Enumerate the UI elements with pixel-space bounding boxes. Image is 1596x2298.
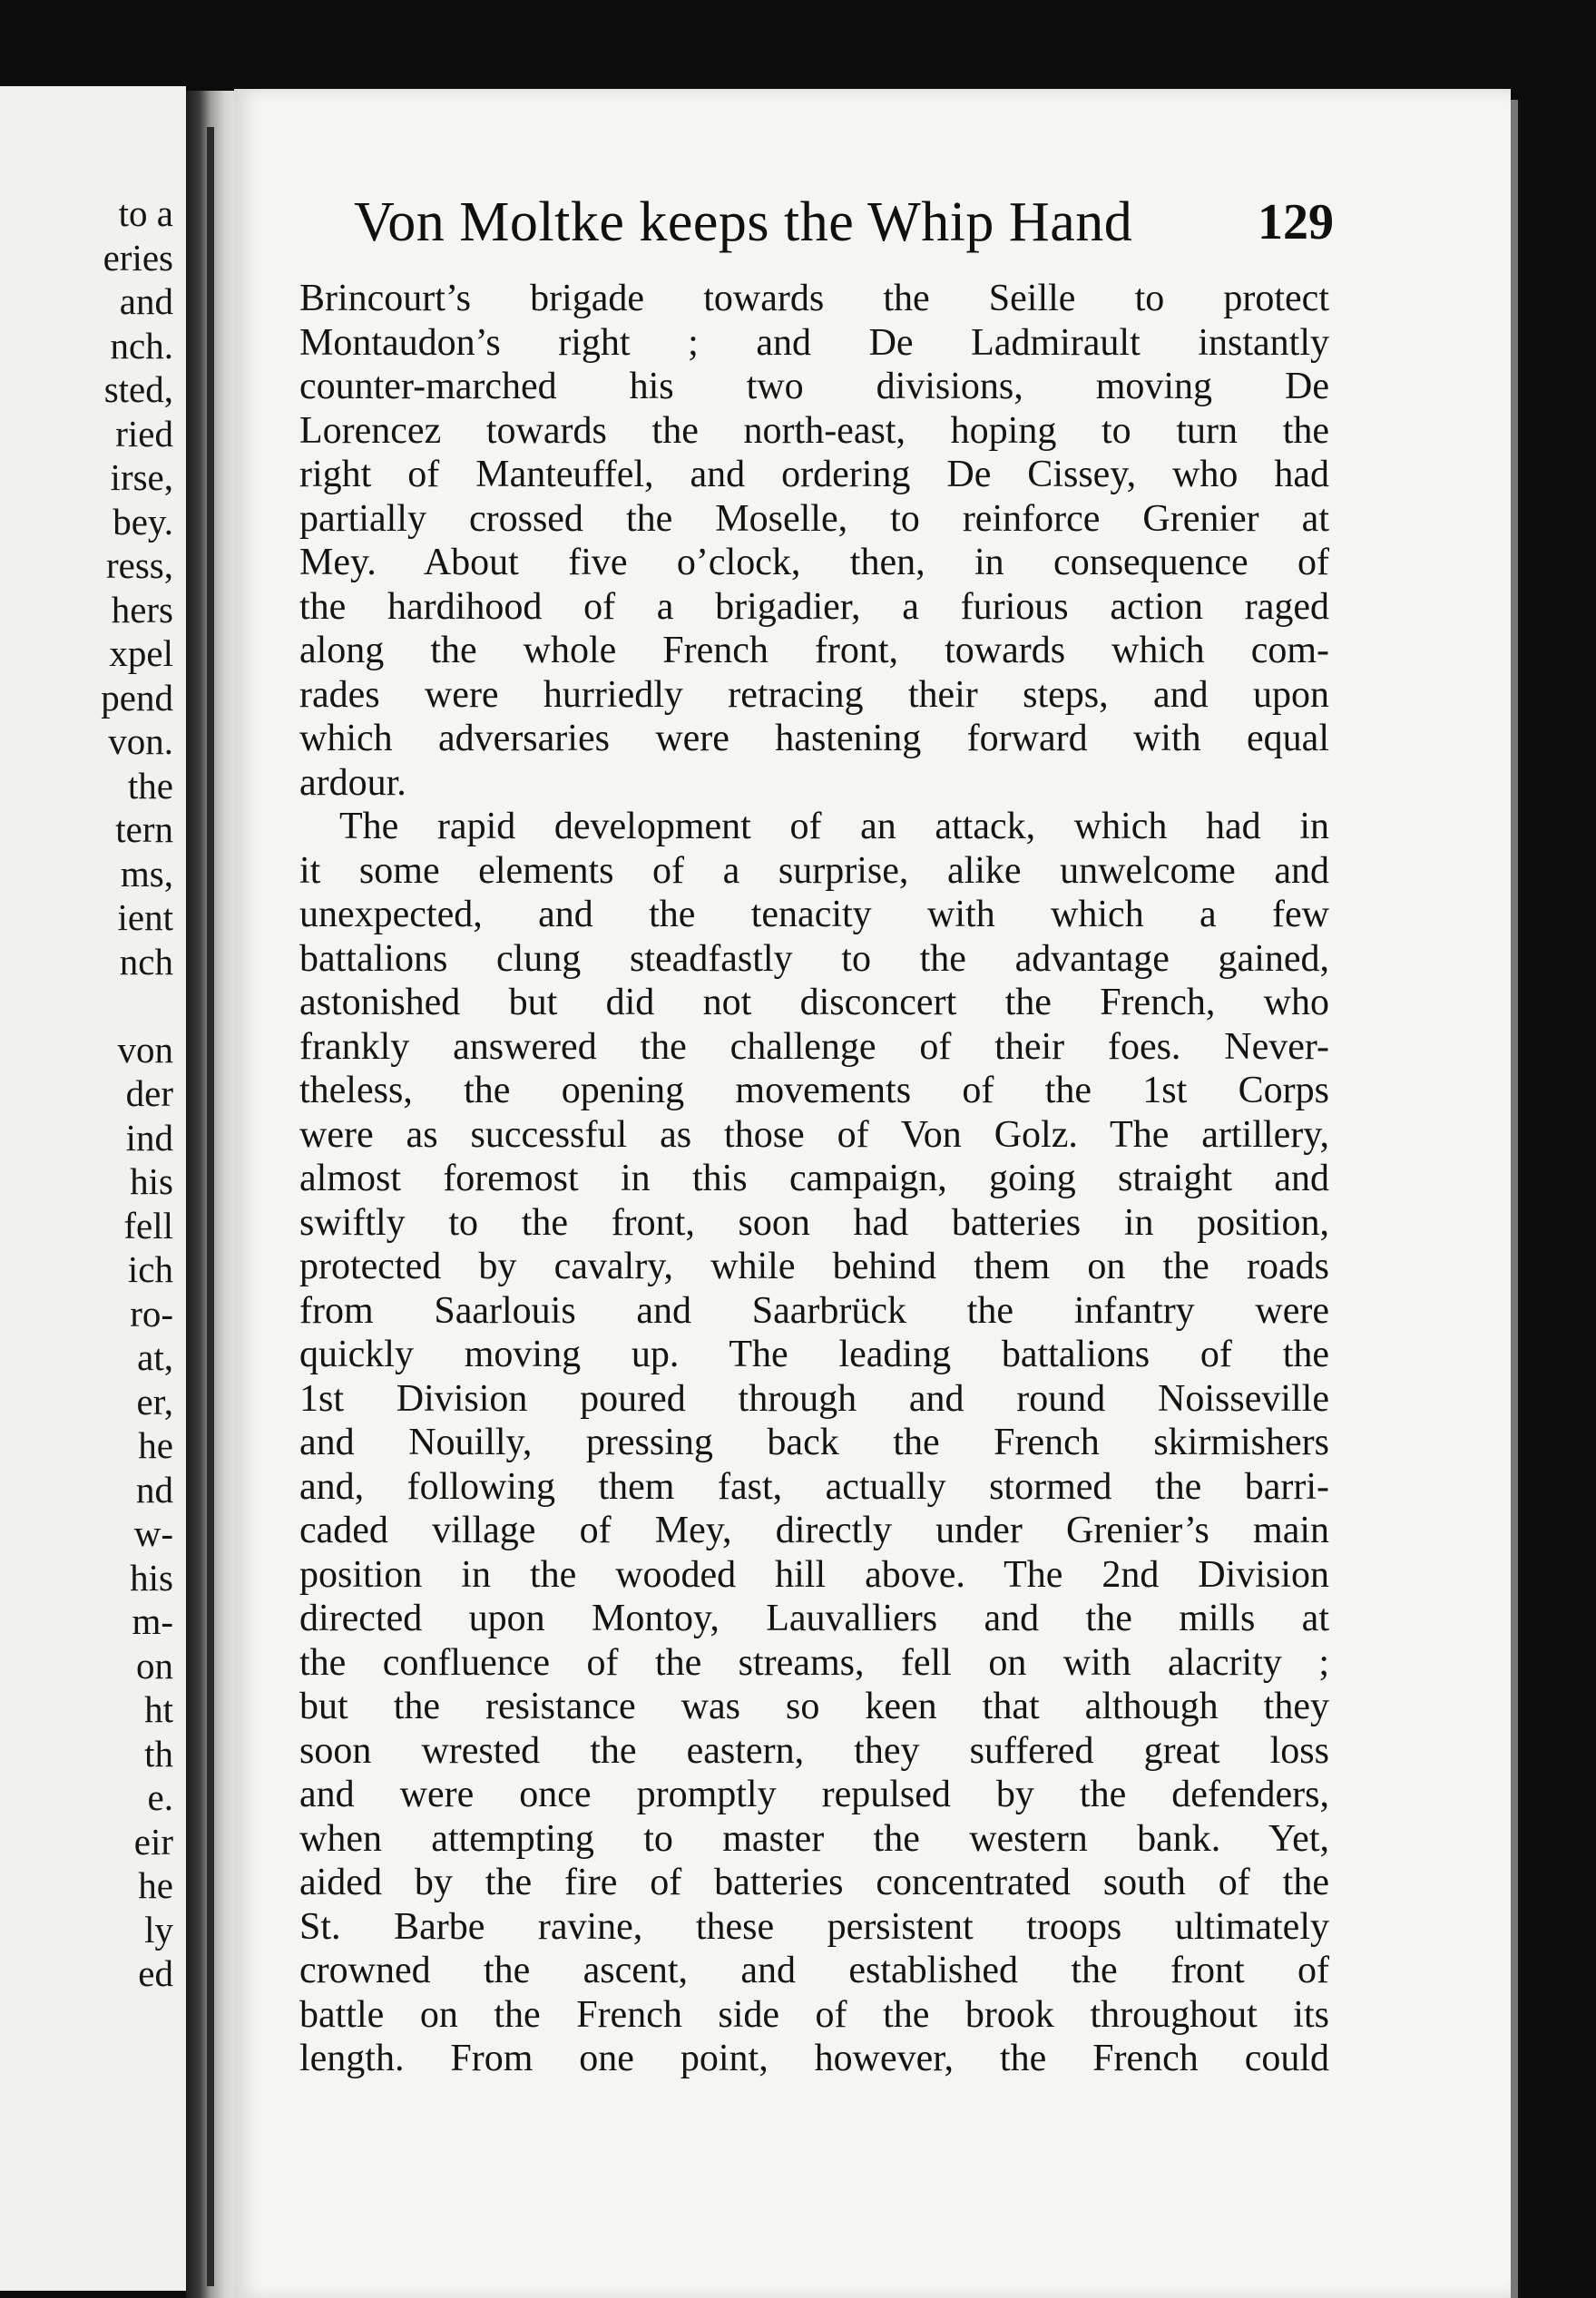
text-line: partially crossed the Moselle, to reinforce Grenier at bbox=[299, 497, 1329, 540]
text-line: were as successful as those of Von Golz. The artillery, bbox=[299, 1113, 1329, 1156]
facing-page-text-fragment: nd bbox=[136, 1468, 173, 1511]
facing-page-text-fragment: er, bbox=[136, 1380, 173, 1423]
text-line: right of Manteuffel, and ordering De Cissey, who had bbox=[299, 454, 1329, 495]
text-line: position in the wooded hill above. The 2nd Division bbox=[299, 1553, 1329, 1596]
text-line: 1st Division poured through and round Noisseville bbox=[299, 1377, 1329, 1420]
text-line: The rapid development of an attack, which had in bbox=[339, 806, 1329, 847]
text-line: theless, the opening movements of the 1st Corps bbox=[299, 1070, 1329, 1111]
facing-page-text-fragment: ht bbox=[144, 1688, 173, 1730]
facing-page-text-fragment: ient bbox=[117, 896, 173, 938]
facing-page-text-fragment: irse, bbox=[110, 456, 173, 498]
text-line: Lorencez towards the north-east, hoping to turn the bbox=[299, 409, 1329, 452]
text-line: and, following them fast, actually stormed the barri- bbox=[299, 1465, 1329, 1508]
facing-page-text-fragment: w- bbox=[133, 1512, 173, 1554]
facing-page-text-fragment: ress, bbox=[105, 544, 173, 586]
facing-page-text-fragment: his bbox=[130, 1160, 173, 1202]
running-head bbox=[354, 186, 1334, 259]
text-line: it some elements of a surprise, alike unwelcome and bbox=[299, 849, 1329, 892]
text-line: swiftly to the front, soon had batteries in position, bbox=[299, 1201, 1329, 1244]
facing-page-text-fragment: ms, bbox=[120, 852, 173, 895]
text-line: unexpected, and the tenacity with which a few bbox=[299, 894, 1329, 935]
facing-page-text-fragment: ro- bbox=[130, 1292, 173, 1335]
text-line: St. Barbe ravine, these persistent troops ultimately bbox=[299, 1905, 1329, 1948]
facing-page-text-fragment: nch bbox=[119, 940, 173, 983]
facing-page-text-fragment: tern bbox=[115, 808, 173, 850]
text-line: and Nouilly, pressing back the French skirmishers bbox=[299, 1422, 1329, 1463]
page-edge bbox=[1511, 100, 1518, 2298]
text-line: counter-marched his two divisions, moving De bbox=[299, 366, 1329, 407]
text-line: soon wrested the eastern, they suffered great loss bbox=[299, 1729, 1329, 1772]
text-line: rades were hurriedly retracing their steps, and upon bbox=[299, 673, 1329, 716]
facing-page-text-fragment: ly bbox=[144, 1908, 173, 1951]
facing-page-text-fragment: and bbox=[119, 280, 173, 322]
facing-page-text-fragment: his bbox=[130, 1556, 173, 1599]
facing-page-text-fragment: the bbox=[127, 764, 173, 807]
text-line: Brincourt’s brigade towards the Seille to protect bbox=[299, 278, 1329, 319]
text-line: almost foremost in this campaign, going straight and bbox=[299, 1158, 1329, 1199]
text-line: Montaudon’s right ; and De Ladmirault instantly bbox=[299, 321, 1329, 364]
text-line: length. From one point, however, the French could bbox=[299, 2038, 1329, 2079]
text-line: astonished but did not disconcert the French, who bbox=[299, 982, 1329, 1023]
text-line: but the resistance was so keen that although they bbox=[299, 1686, 1329, 1727]
facing-page-text-fragment: sted, bbox=[103, 368, 173, 410]
running-title: Von Moltke keeps the Whip Hand bbox=[354, 191, 1133, 253]
facing-page-text-fragment: eries bbox=[103, 236, 173, 279]
facing-page-text-fragment: bey. bbox=[113, 500, 173, 543]
text-line: the hardihood of a brigadier, a furious action raged bbox=[299, 585, 1329, 628]
facing-page-text-fragment: on bbox=[136, 1644, 173, 1687]
text-line: along the whole French front, towards which com- bbox=[299, 630, 1329, 671]
facing-page-text-fragment: hers bbox=[111, 588, 173, 631]
text-line: when attempting to master the western bank. Yet, bbox=[299, 1817, 1329, 1860]
text-line: crowned the ascent, and established the front of bbox=[299, 1950, 1329, 1991]
text-line: directed upon Montoy, Lauvalliers and the mills at bbox=[299, 1598, 1329, 1639]
facing-page-text-fragment: he bbox=[138, 1864, 173, 1906]
facing-page-text-fragment: xpel bbox=[109, 632, 173, 674]
facing-page-text-fragment: m- bbox=[132, 1600, 173, 1642]
text-line: ardour. bbox=[299, 761, 406, 804]
facing-page-text-fragment: he bbox=[138, 1424, 173, 1466]
facing-page-text-fragment: von. bbox=[108, 720, 173, 762]
facing-page-text-fragment: e. bbox=[147, 1776, 173, 1818]
page-number: 129 bbox=[1258, 194, 1334, 250]
text-line: from Saarlouis and Saarbrück the infantry were bbox=[299, 1289, 1329, 1332]
gutter-shadow bbox=[207, 127, 214, 2286]
text-line: battalions clung steadfastly to the advantage gained, bbox=[299, 937, 1329, 980]
text-line: quickly moving up. The leading battalions of the bbox=[299, 1334, 1329, 1375]
facing-page-text-fragment: von bbox=[117, 1028, 173, 1071]
facing-page-text-fragment: ich bbox=[127, 1248, 173, 1290]
text-line: protected by cavalry, while behind them on the roads bbox=[299, 1246, 1329, 1287]
text-line: aided by the fire of batteries concentrated south of the bbox=[299, 1862, 1329, 1903]
text-line: battle on the French side of the brook throughout its bbox=[299, 1993, 1329, 2036]
facing-page-text-fragment: pend bbox=[101, 676, 173, 719]
text-line: and were once promptly repulsed by the defenders, bbox=[299, 1774, 1329, 1815]
text-line: which adversaries were hastening forward with equal bbox=[299, 718, 1329, 759]
body-text bbox=[299, 277, 1329, 2081]
facing-page-text-fragment: th bbox=[144, 1732, 173, 1775]
facing-page-text-fragment: eir bbox=[133, 1820, 173, 1863]
facing-page-text-fragment: nch. bbox=[110, 324, 173, 367]
facing-page-text-fragment: der bbox=[125, 1072, 173, 1114]
text-line: caded village of Mey, directly under Grenier’s main bbox=[299, 1510, 1329, 1551]
facing-page-text-fragment: ed bbox=[138, 1952, 173, 1994]
facing-page-text-fragment: ried bbox=[115, 412, 173, 455]
text-line: frankly answered the challenge of their foes. Never- bbox=[299, 1025, 1329, 1068]
text-line: Mey. About five o’clock, then, in consequence of bbox=[299, 542, 1329, 583]
facing-page-text-fragment: to a bbox=[118, 192, 173, 234]
text-line: the confluence of the streams, fell on with alacrity ; bbox=[299, 1641, 1329, 1684]
facing-page-text-fragment: at, bbox=[137, 1336, 173, 1378]
facing-page-text-fragment: fell bbox=[123, 1204, 173, 1247]
facing-page-fragment bbox=[0, 86, 186, 2291]
facing-page-text-fragment: ind bbox=[125, 1116, 173, 1159]
